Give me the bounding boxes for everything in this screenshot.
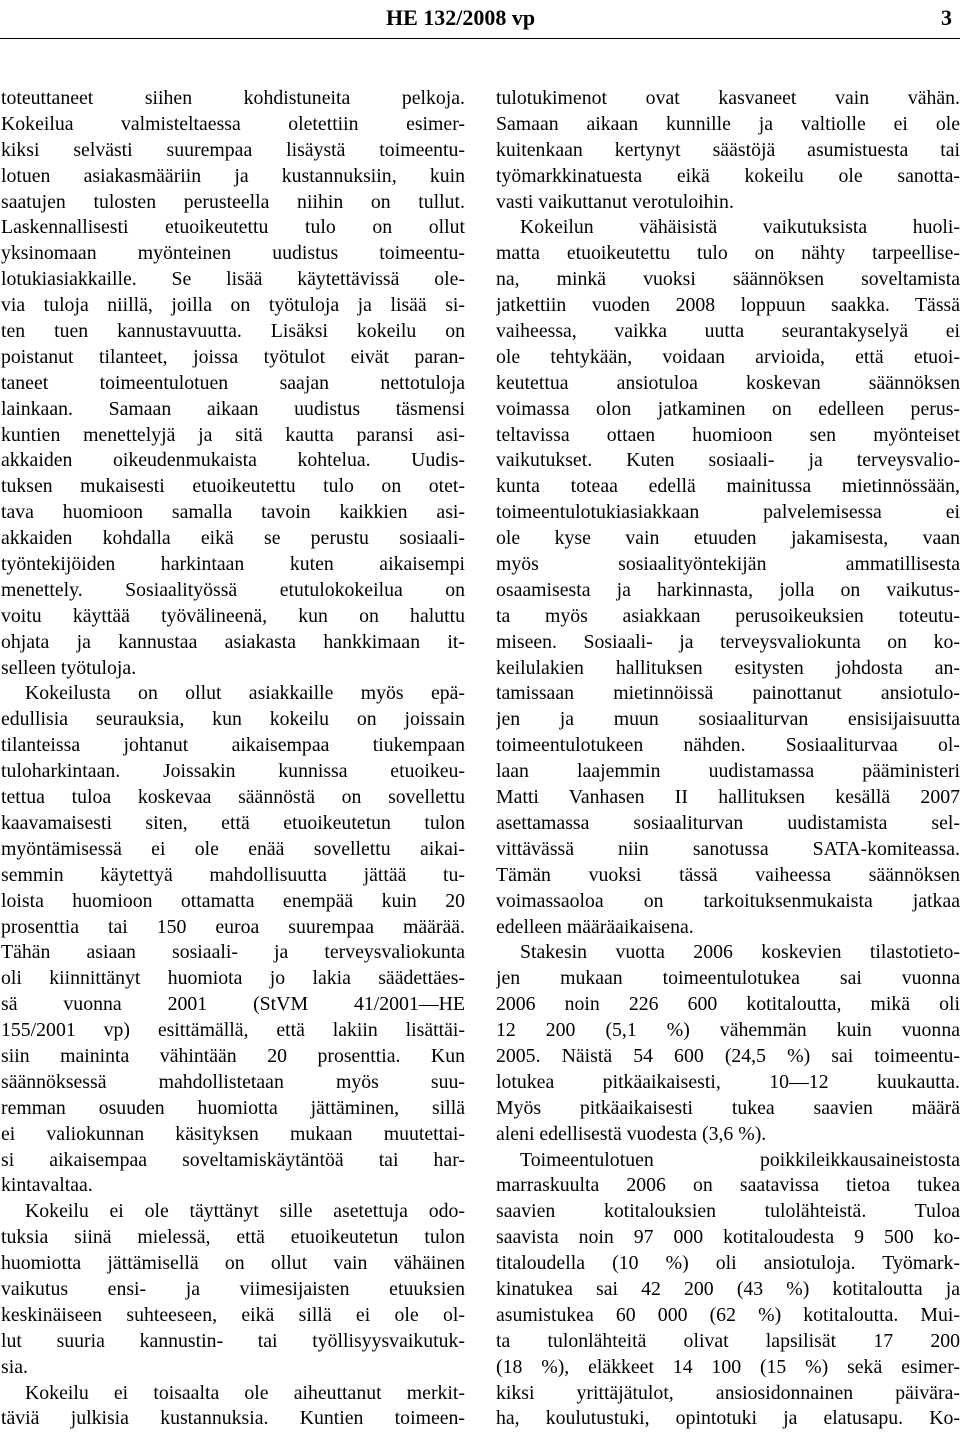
text-line: edullisia seurauksia, kun kokeilu on joissain	[1, 708, 465, 731]
text-line: semmin käytettyä mahdollisuutta jättää tu-	[1, 863, 465, 886]
text-line: Kokeilua valmisteltaessa oletettiin esimer-	[1, 112, 465, 135]
left-column	[1, 86, 465, 1432]
text-line: vaiheessa, vaikka uutta seurantakyselyä ei	[496, 320, 960, 343]
text-line: Stakesin vuotta 2006 koskevien tilastotieto-	[520, 941, 960, 964]
text-line: tuksen mukaisesti etuoikeutettu tulo on otet-	[1, 475, 465, 498]
text-line: matta etuoikeutettu tulo on nähty tarpeellise-	[496, 242, 960, 265]
text-line: tuloharkintaan. Joissakin kunnissa etuoikeu-	[1, 760, 465, 783]
text-line: vaikutukset. Kuten sosiaali- ja terveysvalio-	[496, 449, 960, 472]
text-line: ha, koulutustuki, opintotuki ja elatusapu. Ko-	[496, 1407, 960, 1430]
text-line: vaikutus ensi- ja viimesijaisten etuuksien	[1, 1277, 465, 1300]
text-line: tamissaan mietinnöissä painottanut ansiotulo-	[496, 682, 960, 705]
text-line: tulotukimenot ovat kasvaneet vain vähän.	[496, 87, 960, 109]
text-line: ten tuen kannustavuutta. Lisäksi kokeilu on	[1, 320, 465, 343]
text-line: Tämän vuoksi tässä vaiheessa säännöksen	[496, 863, 960, 886]
text-line: Kokeilu ei ole täyttänyt sille asetettuja odo-	[25, 1200, 465, 1223]
text-line: selleen työtuloja.	[1, 656, 137, 679]
text-line: akkaiden kohdalla eikä se perustu sosiaali-	[1, 527, 465, 550]
text-line: yksinomaan myönteinen uudistus toimeentu-	[1, 242, 465, 265]
text-line: vittävässä niin sanotussa SATA-komiteassa.	[496, 837, 960, 860]
text-line: toimeentulotukeen nähden. Sosiaaliturvaa ol-	[496, 734, 960, 757]
text-line: saavien kotitalouksien tulolähteistä. Tuloa	[496, 1200, 960, 1223]
text-line: remman osuuden huomiotta jättäminen, sillä	[1, 1096, 465, 1119]
text-line: jen ja muun sosiaaliturvan ensisijaisuutta	[496, 708, 960, 731]
text-line: asumistukea 60 000 (62 %) kotitaloutta. Mui-	[496, 1303, 960, 1326]
text-line: lotuen asiakasmääriin ja kustannuksiin, kuin	[1, 164, 465, 187]
text-line: kiksi selvästi suurempaa lisäystä toimeentu-	[1, 138, 465, 161]
text-line: oli kiinnittänyt huomiota jo lakia säädettäes-	[1, 967, 465, 990]
text-line: loista huomioon ottamatta enempää kuin 20	[1, 889, 465, 912]
text-line: ole tehtykään, voidaan arvioida, että etuoi-	[496, 345, 960, 368]
text-line: myös sosiaalityöntekijän ammatillisesta	[496, 553, 960, 576]
text-line: lainkaan. Samaan aikaan uudistus täsmensi	[1, 397, 465, 420]
header-rule	[0, 38, 960, 39]
text-line: lut suuria kannustin- tai työllisyysvaikutuk-	[1, 1329, 465, 1352]
text-line: sä vuonna 2001 (StVM 41/2001—HE	[1, 993, 465, 1016]
text-line: ohjata ja kannustaa asiakasta hankkimaan it-	[1, 630, 465, 653]
text-line: Kokeilusta on ollut asiakkaille myös epä-	[25, 682, 465, 705]
text-line: työmarkkinatuesta eikä kokeilu ole sanotta-	[496, 164, 960, 187]
text-line: ei valiokunnan käsityksen mukaan muutettai-	[1, 1122, 465, 1145]
text-line: toteuttaneet siihen kohdistuneita pelkoja.	[1, 87, 465, 109]
text-line: työntekijöiden harkintaan kuten aikaisempi	[1, 553, 465, 576]
text-line: menettely. Sosiaalityössä etutulokokeilua on	[1, 578, 465, 601]
text-line: kiksi yrittäjätulot, ansiosidonnainen päivära-	[496, 1381, 960, 1404]
text-line: 12 200 (5,1 %) vähemmän kuin vuonna	[496, 1019, 960, 1042]
text-line: asettamassa sosiaaliturvan uudistamista sel-	[496, 811, 960, 834]
page-header	[0, 2, 960, 42]
text-line: Kokeilun vähäisistä vaikutuksista huoli-	[520, 216, 960, 239]
page-number: 3	[941, 5, 952, 30]
text-line: ta myös asiakkaan perusoikeuksien toteutu-	[496, 604, 960, 627]
text-line: myöntämisessä ei ole enää sovellettu aikai-	[1, 837, 465, 860]
text-line: kaavamaisesti siten, että etuoikeutetun tulon	[1, 811, 465, 834]
text-line: jatkettiin vuoden 2008 loppuun saakka. Tässä	[496, 294, 960, 317]
text-line: kuntien menettelyjä ja sitä kautta paransi asi-	[1, 423, 465, 446]
text-line: poistanut tilanteet, joissa työtulot eivät paran-	[1, 345, 465, 368]
text-line: titaloudella (10 %) oli ansiotuloja. Työmark-	[496, 1252, 960, 1275]
text-line: Tähän asiaan sosiaali- ja terveysvaliokunta	[1, 941, 465, 964]
text-line: sia.	[1, 1355, 28, 1378]
text-line: säännöksessä mahdollistetaan myös suu-	[1, 1070, 465, 1093]
text-line: saavista noin 97 000 kotitaloudesta 9 500 ko-	[496, 1226, 960, 1249]
document-id: HE 132/2008 vp	[386, 5, 536, 30]
text-line: saatujen tulosten perusteella niihin on tullut.	[1, 190, 465, 213]
right-column	[496, 86, 960, 1432]
text-line: keutettua ansiotuloa koskevan säännöksen	[496, 371, 960, 394]
text-line: tilanteissa johtanut aikaisempaa tiukempaan	[1, 734, 465, 757]
text-line: prosenttia tai 150 euroa suurempaa määrää.	[1, 915, 465, 938]
text-line: voimassa olon jatkaminen on edelleen perus-	[496, 397, 960, 420]
text-line: lotukea pitkäaikaisesti, 10—12 kuukautta.	[496, 1070, 960, 1093]
text-line: vasti vaikuttanut verotuloihin.	[496, 190, 734, 213]
text-line: Kokeilu ei toisaalta ole aiheuttanut merkit-	[25, 1381, 465, 1404]
text-line: ta tulonlähteitä olivat lapsilisät 17 200	[496, 1329, 960, 1352]
text-line: osaamisesta ja harkinnasta, jolla on vaikutus-	[496, 578, 960, 601]
text-line: 2005. Näistä 54 600 (24,5 %) sai toimeentu-	[496, 1044, 960, 1067]
text-line: taneet toimeentulotuen saajan nettotuloja	[1, 371, 465, 394]
text-line: marraskuulta 2006 on saatavissa tietoa tukea	[496, 1174, 960, 1197]
text-line: täviä julkisia kustannuksia. Kuntien toimeen-	[1, 1407, 465, 1430]
text-line: miseen. Sosiaali- ja terveysvaliokunta on ko-	[496, 630, 960, 653]
text-line: keilulakien hallituksen esitysten johdosta an-	[496, 656, 960, 679]
text-line: laan laajemmin uudistamassa pääministeri	[496, 760, 960, 783]
text-line: tuksia siinä mielessä, että etuoikeutetun tulon	[1, 1226, 465, 1249]
text-line: keskinäiseen suhteeseen, eikä sillä ei ole ol-	[1, 1303, 465, 1326]
text-line: 155/2001 vp) esittämällä, että lakiin lisättäi-	[1, 1019, 465, 1042]
text-line: 2006 noin 226 600 kotitaloutta, mikä oli	[496, 993, 960, 1016]
text-line: (18 %), eläkkeet 14 100 (15 %) sekä esimer-	[496, 1355, 960, 1378]
text-line: ole kyse vain etuuden jakamisesta, vaan	[496, 527, 960, 550]
text-line: tava huomioon samalla tavoin kaikkien asi-	[1, 501, 465, 524]
text-line: Laskennallisesti etuoikeutettu tulo on ollut	[1, 216, 465, 239]
text-line: akkaiden oikeudenmukaista kohtelua. Uudis-	[1, 449, 465, 472]
text-line: si aikaisempaa soveltamiskäytäntöä tai har-	[1, 1148, 465, 1171]
text-line: jen mukaan toimeentulotukea sai vuonna	[496, 967, 960, 990]
text-line: kinatukea sai 42 200 (43 %) kotitaloutta ja	[496, 1277, 960, 1300]
text-line: siin maininta vähintään 20 prosenttia. Kun	[1, 1044, 465, 1067]
text-line: kunta toteaa edellä mainitussa mietinnössään,	[496, 475, 960, 498]
text-line: voimassaoloa on tarkoituksenmukaista jatkaa	[496, 889, 960, 912]
text-line: kintavaltaa.	[1, 1174, 93, 1197]
text-line: na, minkä vuoksi säännöksen soveltamista	[496, 268, 960, 291]
text-line: Myös pitkäaikaisesti tukea saavien määrä	[496, 1096, 960, 1119]
text-line: via tuloja niillä, joilla on työtuloja ja lisää si-	[1, 294, 465, 317]
text-line: huomiotta jättämisellä on ollut vain vähäinen	[1, 1252, 465, 1275]
text-line: voitu käyttää työvälineenä, kun on haluttu	[1, 604, 465, 627]
text-line: aleni edellisestä vuodesta (3,6 %).	[496, 1122, 767, 1145]
text-line: teltavissa ottaen huomioon sen myönteiset	[496, 423, 960, 446]
text-line: Toimeentulotuen poikkileikkausaineistosta	[520, 1148, 960, 1171]
text-line: toimeentulotukiasiakkaan palvelemisessa ei	[496, 501, 960, 524]
text-line: Matti Vanhasen II hallituksen kesällä 2007	[496, 786, 960, 809]
text-line: lotukiasiakkaille. Se lisää käytettävissä ole-	[1, 268, 465, 291]
text-line: edelleen määräaikaisena.	[496, 915, 694, 938]
text-line: tettua tuloa koskevaa säännöstä on sovellettu	[1, 786, 465, 809]
text-line: Samaan aikaan kunnille ja valtiolle ei ole	[496, 112, 960, 135]
text-line: kuitenkaan kertynyt säästöjä asumistuesta tai	[496, 138, 960, 161]
